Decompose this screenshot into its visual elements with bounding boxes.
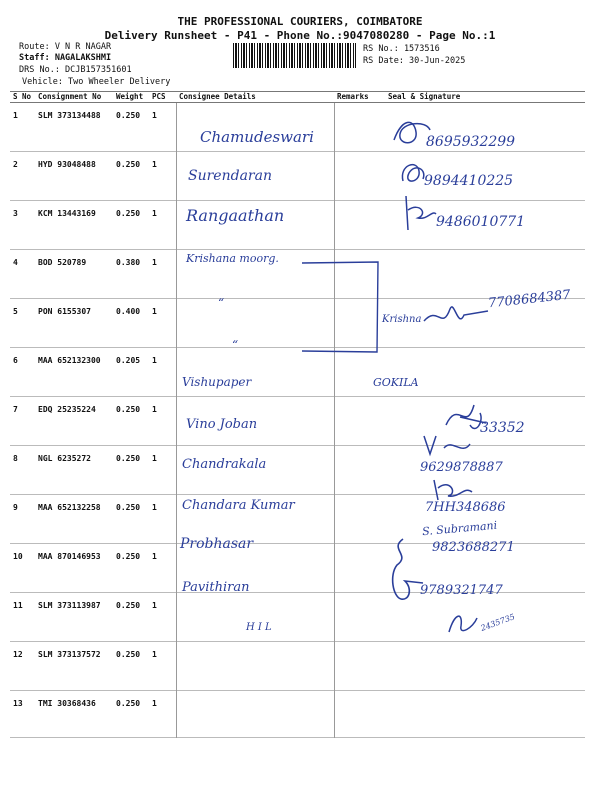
cell-weight: 0.250 bbox=[116, 209, 141, 218]
cell-remarks bbox=[334, 446, 385, 495]
handwritten-name: Vishupaper bbox=[182, 375, 252, 389]
cell-sno: 7 bbox=[13, 405, 18, 414]
handwritten-phone: 9823688271 bbox=[432, 540, 515, 555]
handwritten-name: H I L bbox=[246, 622, 272, 633]
cell-remarks bbox=[334, 642, 385, 691]
cell-consignment: BOD 520789 bbox=[38, 258, 87, 267]
cell-consignee bbox=[176, 691, 334, 738]
col-signature: Seal & Signature bbox=[385, 92, 585, 103]
col-consignee: Consignee Details bbox=[176, 92, 334, 103]
handwritten-phone: 7708684387 bbox=[487, 287, 572, 312]
handwritten-name: Chamudeswari bbox=[200, 128, 314, 146]
cell-consignment: SLM 373137572 bbox=[38, 650, 101, 659]
cell-sno: 9 bbox=[13, 503, 18, 512]
cell-pcs: 1 bbox=[149, 250, 176, 299]
cell-signature bbox=[385, 348, 585, 397]
cell-weight: 0.400 bbox=[116, 307, 141, 316]
cell-consignee bbox=[176, 642, 334, 691]
handwritten-name: Pavithiran bbox=[182, 580, 250, 595]
cell-weight: 0.380 bbox=[116, 258, 141, 267]
handwritten-remark: GOKILA bbox=[373, 376, 419, 389]
cell-pcs: 1 bbox=[149, 299, 176, 348]
cell-remarks bbox=[334, 397, 385, 446]
handwritten-phone: 33352 bbox=[480, 420, 525, 436]
table-row bbox=[10, 250, 585, 299]
col-consignment: Consignment No bbox=[35, 92, 113, 103]
signature-9 bbox=[445, 608, 480, 638]
signature-6 bbox=[418, 430, 473, 460]
handwritten-name: Surendaran bbox=[188, 168, 272, 184]
cell-sno: 10 bbox=[13, 552, 23, 561]
cell-pcs: 1 bbox=[149, 397, 176, 446]
col-sno: S No bbox=[10, 92, 35, 103]
company-title: THE PROFESSIONAL COURIERS, COIMBATORE bbox=[177, 15, 423, 28]
cell-remarks bbox=[334, 152, 385, 201]
handwritten-phone: 9894410225 bbox=[424, 173, 514, 189]
cell-sno: 8 bbox=[13, 454, 18, 463]
cell-weight: 0.250 bbox=[116, 405, 141, 414]
cell-pcs: 1 bbox=[149, 495, 176, 544]
table-row bbox=[10, 348, 585, 397]
col-weight: Weight bbox=[113, 92, 149, 103]
cell-pcs: 1 bbox=[149, 201, 176, 250]
route-text: Route: V N R NAGAR bbox=[19, 42, 112, 52]
handwritten-phone: 9486010771 bbox=[436, 214, 526, 230]
cell-consignment: TMI 30368436 bbox=[38, 699, 96, 708]
handwritten-phone: 9629878887 bbox=[420, 460, 503, 475]
handwritten-name: Chandrakala bbox=[182, 457, 267, 472]
handwritten-name: Probhasar bbox=[180, 536, 254, 552]
vehicle-text: Vehicle: Two Wheeler Delivery bbox=[22, 77, 171, 87]
cell-remarks bbox=[334, 103, 385, 152]
cell-pcs: 1 bbox=[149, 152, 176, 201]
rs-number: RS No.: 1573516 bbox=[363, 44, 440, 54]
table-header-row bbox=[10, 92, 585, 103]
cell-pcs: 1 bbox=[149, 642, 176, 691]
signature-7 bbox=[430, 474, 475, 504]
cell-sno: 3 bbox=[13, 209, 18, 218]
handwritten-ditto: “ bbox=[218, 296, 225, 310]
cell-remarks bbox=[334, 495, 385, 544]
cell-weight: 0.250 bbox=[116, 454, 141, 463]
handwritten-phone: 9789321747 bbox=[420, 583, 503, 598]
stamp-number: 2435735 bbox=[479, 612, 517, 633]
cell-signature bbox=[385, 642, 585, 691]
rs-date: RS Date: 30-Jun-2025 bbox=[363, 56, 466, 66]
cell-sno: 1 bbox=[13, 111, 18, 120]
cell-remarks bbox=[334, 593, 385, 642]
cell-weight: 0.250 bbox=[116, 552, 141, 561]
cell-consignment: KCM 13443169 bbox=[38, 209, 96, 218]
cell-pcs: 1 bbox=[149, 446, 176, 495]
cell-pcs: 1 bbox=[149, 691, 176, 738]
handwritten-phone: 8695932299 bbox=[426, 134, 516, 150]
cell-remarks bbox=[334, 544, 385, 593]
cell-sno: 4 bbox=[13, 258, 18, 267]
signature-8 bbox=[383, 535, 428, 605]
signature-4 bbox=[420, 295, 490, 335]
cell-pcs: 1 bbox=[149, 348, 176, 397]
cell-remarks bbox=[334, 691, 385, 738]
cell-weight: 0.250 bbox=[116, 160, 141, 169]
cell-signature bbox=[385, 691, 585, 738]
barcode bbox=[233, 43, 356, 68]
cell-consignment: MAA 870146953 bbox=[38, 552, 101, 561]
cell-consignment: MAA 652132300 bbox=[38, 356, 101, 365]
runsheet-title: Delivery Runsheet - P41 - Phone No.:9047080280 - Page No.:1 bbox=[104, 29, 496, 42]
cell-sno: 13 bbox=[13, 699, 23, 708]
cell-weight: 0.250 bbox=[116, 650, 141, 659]
staff-text: Staff: NAGALAKSHMI bbox=[19, 53, 112, 63]
cell-consignment: MAA 652132258 bbox=[38, 503, 101, 512]
cell-sno: 2 bbox=[13, 160, 18, 169]
table-row bbox=[10, 642, 585, 691]
col-remarks: Remarks bbox=[334, 92, 385, 103]
signature-1 bbox=[388, 112, 433, 152]
cell-consignment: HYD 93048488 bbox=[38, 160, 96, 169]
handwritten-name: Rangaathan bbox=[186, 206, 285, 225]
cell-pcs: 1 bbox=[149, 103, 176, 152]
signature-2 bbox=[395, 155, 430, 190]
cell-consignment: SLM 373134488 bbox=[38, 111, 101, 120]
handwritten-name: Krishana moorg. bbox=[186, 252, 279, 265]
cell-consignment: EDQ 25235224 bbox=[38, 405, 96, 414]
handwritten-remark: S. Subramani bbox=[421, 518, 498, 539]
cell-weight: 0.250 bbox=[116, 699, 141, 708]
cell-weight: 0.250 bbox=[116, 111, 141, 120]
cell-sno: 6 bbox=[13, 356, 18, 365]
handwritten-name: Vino Joban bbox=[186, 417, 258, 432]
cell-weight: 0.250 bbox=[116, 601, 141, 610]
cell-consignment: NGL 6235272 bbox=[38, 454, 91, 463]
cell-weight: 0.205 bbox=[116, 356, 141, 365]
cell-remarks bbox=[334, 201, 385, 250]
cell-pcs: 1 bbox=[149, 593, 176, 642]
handwritten-name: Chandara Kumar bbox=[182, 498, 295, 513]
cell-weight: 0.250 bbox=[116, 503, 141, 512]
signature-3 bbox=[398, 190, 438, 235]
handwritten-phone: 7HH348686 bbox=[425, 500, 506, 515]
handwritten-ditto: “ bbox=[232, 338, 239, 352]
col-pcs: PCS bbox=[149, 92, 176, 103]
cell-consignment: PON 6155307 bbox=[38, 307, 91, 316]
cell-sno: 12 bbox=[13, 650, 23, 659]
cell-sno: 11 bbox=[13, 601, 23, 610]
drs-number: DRS No.: DCJB157351601 bbox=[19, 65, 132, 75]
cell-pcs: 1 bbox=[149, 544, 176, 593]
handwritten-remark: Krishna bbox=[382, 314, 422, 325]
cell-consignment: SLM 373113987 bbox=[38, 601, 101, 610]
handwritten-bracket bbox=[300, 258, 382, 358]
table-row bbox=[10, 691, 585, 738]
cell-sno: 5 bbox=[13, 307, 18, 316]
cell-consignee bbox=[176, 593, 334, 642]
